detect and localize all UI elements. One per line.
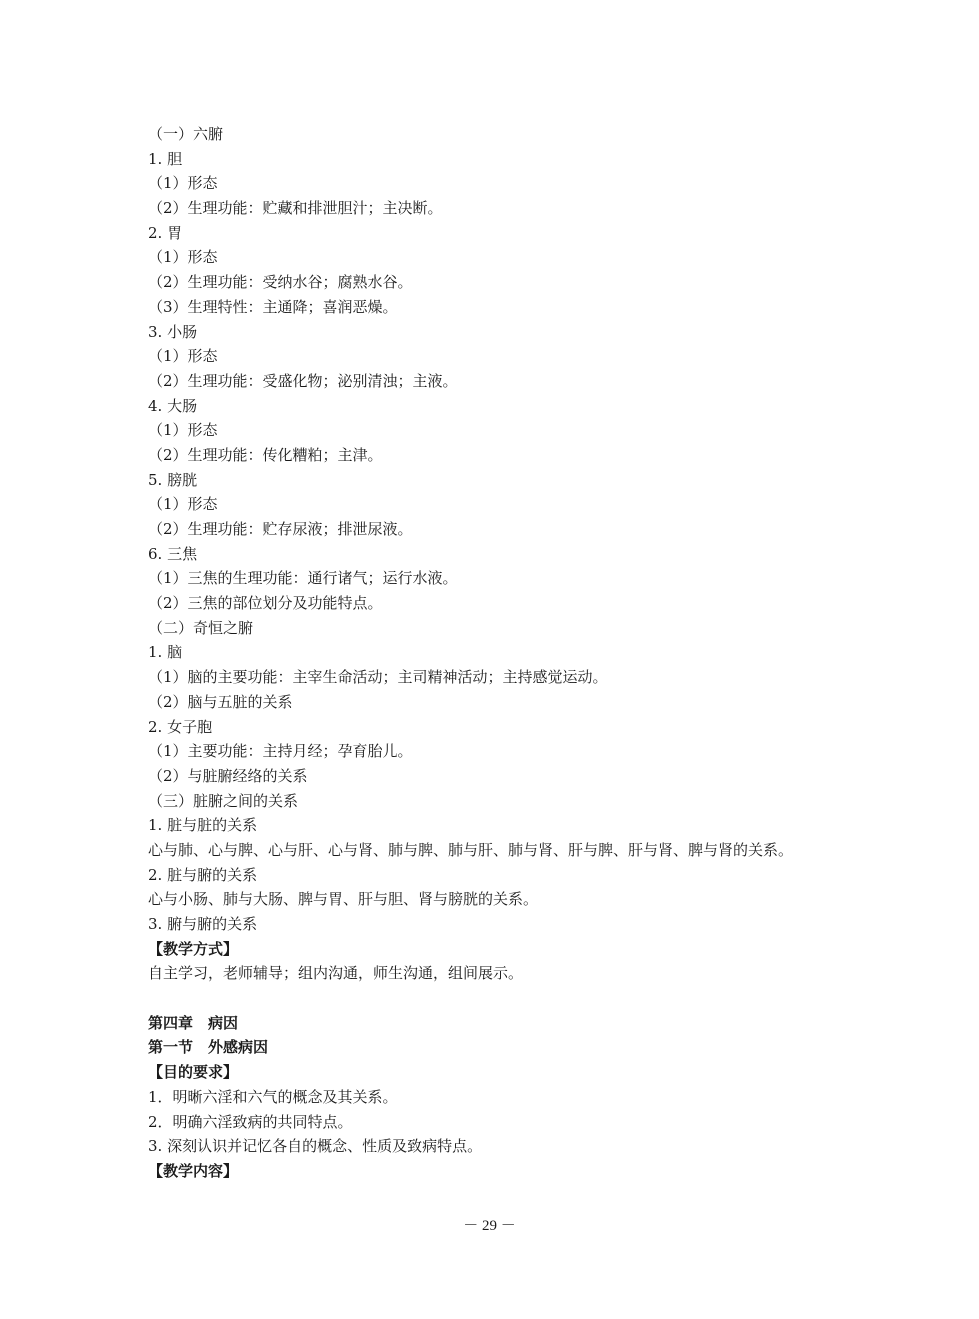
text-line: （3）生理特性：主通降；喜润恶燥。 [148,297,398,316]
text-line: 1. 脏与脏的关系 [148,816,258,835]
section-heading: 【教学方式】 [148,939,239,958]
text-line: （2）三焦的部位划分及功能特点。 [148,594,383,613]
text-line: 6. 三焦 [148,544,198,563]
blank-line [148,986,928,1011]
section-heading: 第四章 病因 [148,1013,239,1032]
section-heading: 第一节 外感病因 [148,1038,269,1057]
text-line: （1）形态 [148,495,218,514]
text-line: 2. 脏与腑的关系 [148,865,258,884]
text-line: 1. 胆 [148,149,183,168]
text-line: （2）生理功能：受盛化物；泌别清浊；主液。 [148,371,458,390]
text-line: （2）生理功能：传化糟粕；主津。 [148,445,383,464]
text-line: 3. 小肠 [148,322,198,341]
text-line: 1．明晰六淫和六气的概念及其关系。 [148,1087,398,1106]
text-line: （一）六腑 [148,125,224,143]
document-body [148,122,928,1184]
text-line: （2）生理功能：贮藏和排泄胆汁；主决断。 [148,199,443,218]
text-line: （1）形态 [148,347,218,366]
text-line: 自主学习，老师辅导；组内沟通，师生沟通，组间展示。 [148,964,524,983]
text-line: （1）主要功能：主持月经；孕育胎儿。 [148,742,413,761]
text-line: （1）形态 [148,174,218,193]
text-line: （三）脏腑之间的关系 [148,791,299,810]
text-line: （1）三焦的生理功能：通行诸气；运行水液。 [148,569,458,588]
text-line: （2）生理功能：受纳水谷；腐熟水谷。 [148,273,413,292]
text-line: （1）形态 [148,248,218,267]
section-heading: 【目的要求】 [148,1063,239,1082]
text-line: 心与肺、心与脾、心与肝、心与肾、肺与脾、肺与肝、肺与肾、肝与脾、肝与肾、脾与肾的关系。 [148,840,794,859]
text-line: （2）与脏腑经络的关系 [148,766,308,785]
text-line: （二）奇恒之腑 [148,618,254,637]
page-number: － 29 － [463,1218,516,1234]
text-line: 心与小肠、肺与大肠、脾与胃、肝与胆、肾与膀胱的关系。 [148,890,539,909]
text-line: 5. 膀胱 [148,470,198,489]
text-line: （1）脑的主要功能：主宰生命活动；主司精神活动；主持感觉运动。 [148,668,608,687]
text-line: （1）形态 [148,421,218,440]
text-line: 2. 女子胞 [148,717,213,736]
text-line: 3. 深刻认识并记忆各自的概念、性质及致病特点。 [148,1137,483,1156]
text-line: 3. 腑与腑的关系 [148,915,258,933]
text-line: 2. 胃 [148,223,183,242]
text-line: （2）生理功能：贮存尿液；排泄尿液。 [148,520,413,538]
text-line: （2）脑与五脏的关系 [148,692,293,711]
text-line: 2．明确六淫致病的共同特点。 [148,1112,353,1131]
section-heading: 【教学内容】 [148,1161,239,1180]
text-line: 4. 大肠 [148,396,198,415]
text-line: 1. 脑 [148,643,183,662]
